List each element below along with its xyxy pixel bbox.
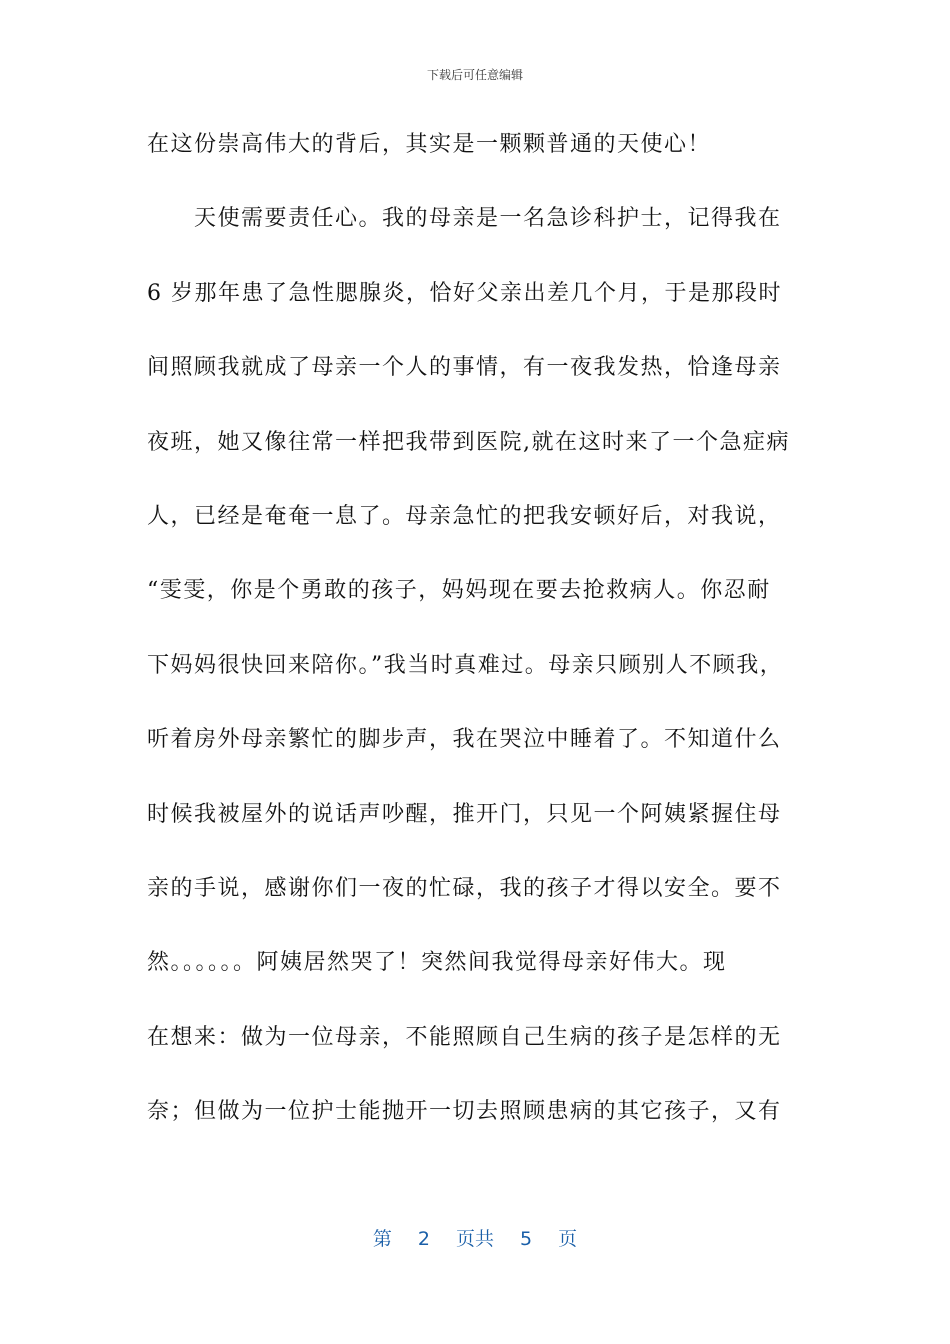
- text-line: 亲的手说，感谢你们一夜的忙碌，我的孩子才得以安全。要不: [147, 875, 782, 901]
- page-label-mid: 页共: [455, 1228, 494, 1250]
- page-label-suffix: 页: [558, 1228, 578, 1250]
- text-line: 在想来：做为一位母亲，不能照顾自己生病的孩子是怎样的无: [147, 1024, 782, 1050]
- text-line: “雯雯，你是个勇敢的孩子，妈妈现在要去抢救病人。你忍耐: [147, 578, 771, 604]
- text-line: 人，已经是奄奄一息了。母亲急忙的把我安顿好后，对我说，: [147, 503, 782, 529]
- page-label-prefix: 第: [372, 1228, 392, 1250]
- current-page-number: 2: [417, 1228, 430, 1250]
- text-line: 在这份崇高伟大的背后，其实是一颗颗普通的天使心！: [147, 132, 712, 157]
- text-line: 下妈妈很快回来陪你。”我当时真难过。母亲只顾别人不顾我，: [147, 652, 784, 678]
- document-body: [147, 118, 807, 1159]
- text-line: 奈；但做为一位护士能抛开一切去照顾患病的其它孩子，又有: [147, 1099, 782, 1125]
- text-line: 天使需要责任心。我的母亲是一名急诊科护士，记得我在: [147, 206, 782, 232]
- text-line: 6 岁那年患了急性腮腺炎，恰好父亲出差几个月，于是那段时: [147, 280, 782, 306]
- text-line: 时候我被屋外的说话声吵醒，推开门，只见一个阿姨紧握住母: [147, 801, 782, 827]
- text-line: 间照顾我就成了母亲一个人的事情，有一夜我发热，恰逢母亲: [147, 355, 782, 381]
- text-line: 然。。。。。。阿姨居然哭了！突然间我觉得母亲好伟大。现: [147, 950, 727, 976]
- total-pages-number: 5: [520, 1228, 533, 1250]
- header-note: 下载后可任意编辑: [426, 68, 523, 82]
- page-footer: [0, 1224, 950, 1251]
- text-line: 夜班，她又像往常一样把我带到医院,就在这时来了一个急症病: [147, 429, 790, 455]
- text-line: 听着房外母亲繁忙的脚步声，我在哭泣中睡着了。不知道什么: [147, 727, 782, 753]
